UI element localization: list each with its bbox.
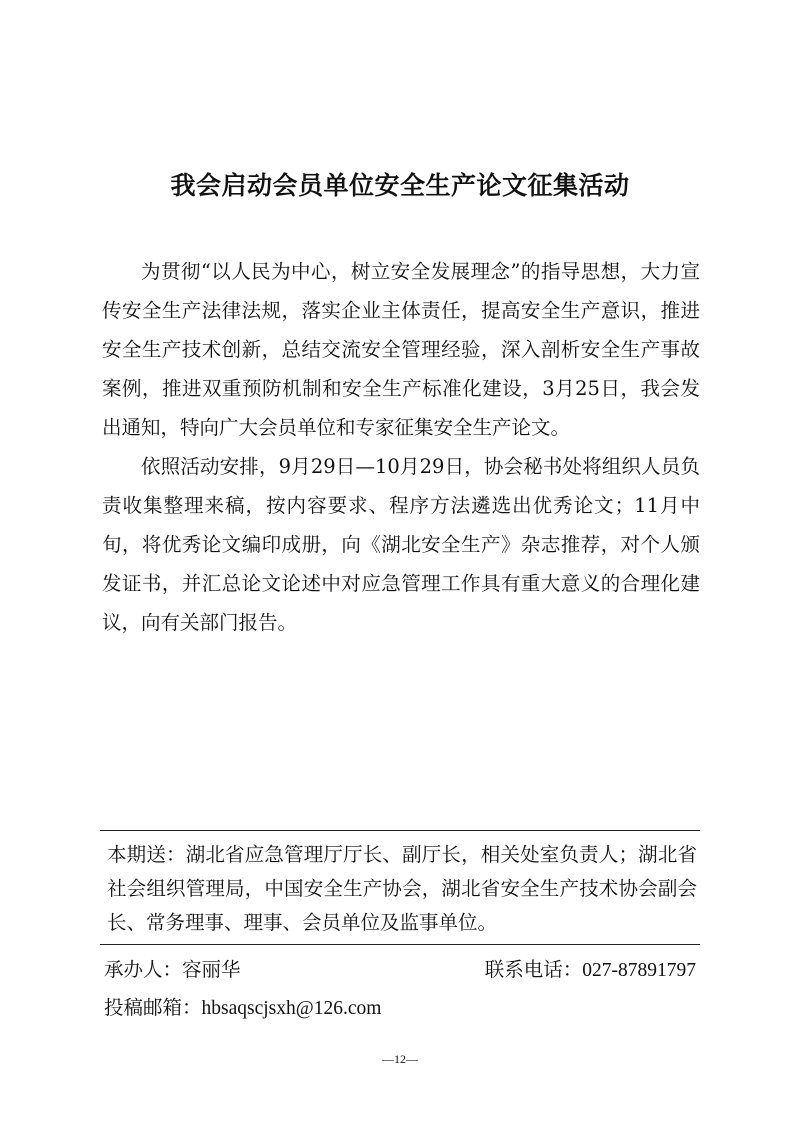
article-paragraph: 为贯彻“以人民为中心，树立安全发展理念”的指导思想，大力宣传安全生产法律法规，落实企业主体责任，提高安全生产意识，推进安全生产技术创新，总结交流安全管理经验，深入剖析安全生产事故案例，推进双重预防机制和安全生产标准化建设，3月25日，我会发出通知，特向广大会员单位和专家征集安全生产论文。 xyxy=(102,260,700,439)
handler-label: 承办人： xyxy=(104,958,183,981)
distribution-list: 本期送：湖北省应急管理厅厅长、副厅长，相关处室负责人；湖北省社会组织管理局，中国安全生产协会，湖北省安全生产技术协会副会长、常务理事、理事、会员单位及监事单位。 xyxy=(107,843,697,934)
page-number: —12— xyxy=(382,1052,418,1066)
contact-row xyxy=(104,955,696,985)
article-body xyxy=(102,252,700,642)
article-paragraph: 依照活动安排，9月29日—10月29日，协会秘书处将组织人员负责收集整理来稿，按内容要求、程序方法遴选出优秀论文；11月中旬，将优秀论文编印成册，向《湖北安全生产》杂志推荐，对个人颁发证书，并汇总论文论述中对应急管理工作具有重大意义的合理化建议，向有关部门报告。 xyxy=(102,455,700,634)
footer-bottom-rule xyxy=(100,944,700,945)
phone-block xyxy=(485,955,696,986)
footer-top-rule xyxy=(100,830,700,831)
email-value: hbsaqscjsxh@126.com xyxy=(201,998,382,1019)
email-label: 投稿邮箱： xyxy=(104,996,202,1019)
phone-label: 联系电话： xyxy=(484,958,583,981)
handler-name: 容丽华 xyxy=(182,958,241,981)
phone-value: 027-87891797 xyxy=(582,960,696,981)
article-title: 我会启动会员单位安全生产论文征集活动 xyxy=(170,171,630,200)
email-row xyxy=(104,993,696,1024)
